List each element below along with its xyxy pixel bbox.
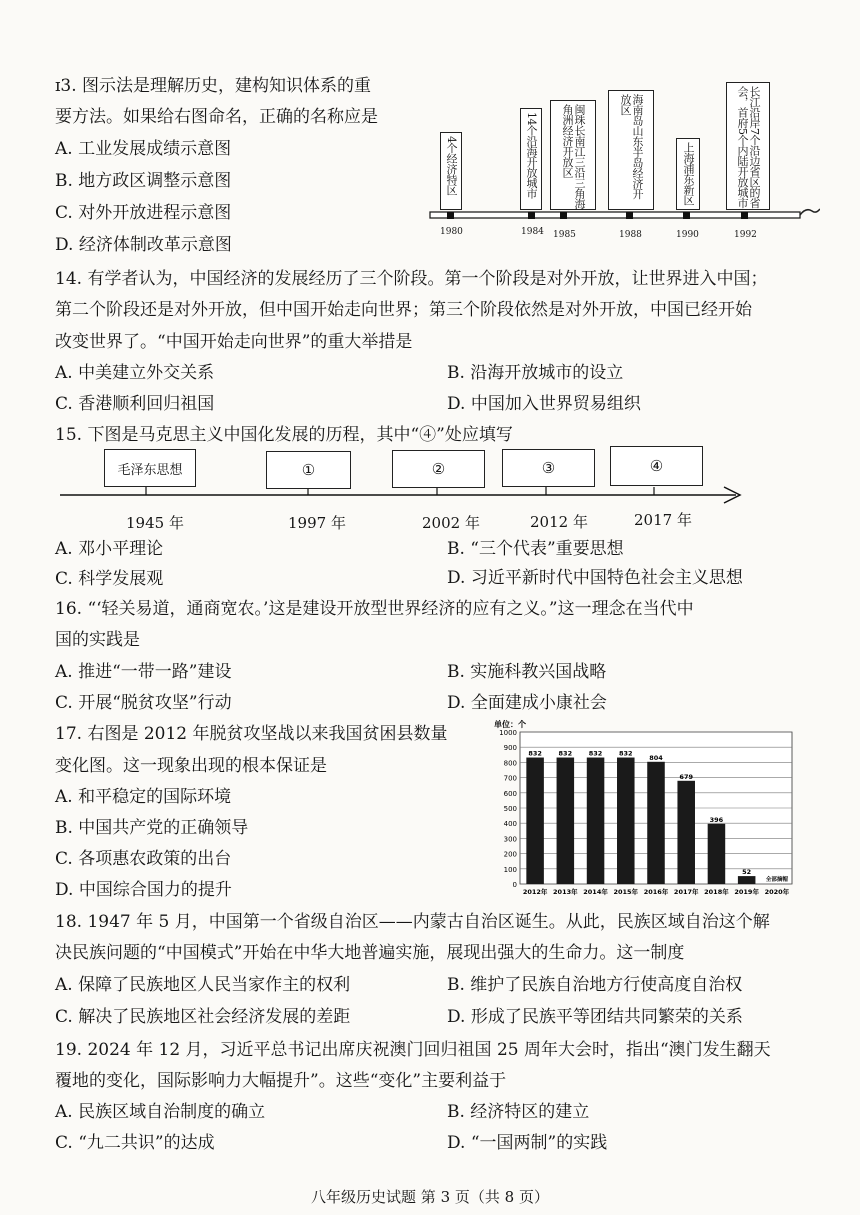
- y-tick-label: 700: [503, 774, 517, 783]
- year-1984: 1984: [521, 227, 544, 237]
- x-tick-label: 2020年: [764, 888, 790, 896]
- marxism-box-2: ②: [392, 450, 485, 488]
- data-label: 679: [679, 772, 694, 781]
- q17-stem-1: 17. 右图是 2012 年脱贫攻坚战以来我国贫困县数量: [55, 724, 448, 744]
- q13-option-a: A. 工业发展成绩示意图: [55, 139, 232, 159]
- q15-option-c: C. 科学发展观: [55, 569, 164, 589]
- q18-option-d: D. 形成了民族平等团结共同繁荣的关系: [447, 1007, 743, 1027]
- q14-option-b: B. 沿海开放城市的设立: [447, 363, 624, 383]
- y-tick-label: 600: [503, 789, 517, 798]
- x-tick-label: 2014年: [583, 888, 608, 896]
- q17-option-b: B. 中国共产党的正确领导: [55, 818, 249, 838]
- poverty-county-chart: [492, 718, 802, 900]
- tick-1980: [447, 212, 454, 219]
- q16-option-d: D. 全面建成小康社会: [447, 693, 607, 713]
- tick-1990: [683, 212, 690, 219]
- y-tick-label: 300: [503, 835, 517, 844]
- q16-stem-2: 国的实践是: [55, 630, 140, 650]
- bar-2018年: [708, 824, 726, 884]
- data-label: 396: [709, 815, 724, 824]
- q14-option-a: A. 中美建立外交关系: [55, 363, 215, 383]
- data-label: 832: [588, 749, 603, 758]
- y-tick-label: 200: [503, 850, 517, 859]
- q13-option-b: B. 地方政区调整示意图: [55, 171, 232, 191]
- q17-option-a: A. 和平稳定的国际环境: [55, 787, 232, 807]
- x-tick-label: 2019年: [734, 888, 759, 896]
- q18-stem-2: 决民族问题的“中国模式”开始在中华大地普遍实施，展现出强大的生命力。这一制度: [55, 943, 685, 963]
- q17-stem-2: 变化图。这一现象出现的根本保证是: [55, 756, 327, 776]
- tick-1985: [560, 212, 567, 219]
- data-label: 832: [528, 749, 542, 758]
- q14-stem-3: 改变世界了。“中国开始走向世界”的重大举措是: [55, 332, 413, 352]
- timeline-box-1980: 4个经济特区: [440, 132, 462, 210]
- x-tick-label: 2018年: [704, 888, 729, 896]
- page-footer: 八年级历史试题 第 3 页（共 8 页）: [311, 1188, 549, 1206]
- timeline-box-1985: 闽珠长南江三沿三角海角洲经济开放区: [550, 100, 596, 210]
- y-tick-label: 0: [512, 881, 517, 889]
- q15-stem-1: 15. 下图是马克思主义中国化发展的历程，其中“④”处应填写: [55, 425, 513, 445]
- tick-1992: [741, 212, 748, 219]
- y-tick-label: 500: [503, 805, 517, 813]
- x-tick-label: 2016年: [643, 888, 669, 896]
- timeline-box-1988: 海南岛山东半岛经济开放区: [608, 90, 654, 210]
- q13-option-d: D. 经济体制改革示意图: [55, 235, 232, 255]
- q16-option-b: B. 实施科教兴国战略: [447, 662, 607, 682]
- marxism-year-2012: 2012 年: [530, 513, 588, 531]
- marxism-box-mao: 毛泽东思想: [104, 449, 196, 487]
- q15-option-d: D. 习近平新时代中国特色社会主义思想: [447, 568, 743, 588]
- data-label: 52: [742, 868, 752, 877]
- q18-option-b: B. 维护了民族自治地方行使高度自治权: [447, 975, 743, 995]
- marxism-year-2017: 2017 年: [634, 511, 692, 529]
- bar-2014年: [587, 758, 605, 884]
- y-tick-label: 400: [503, 820, 517, 829]
- q19-stem-2: 覆地的变化，国际影响力大幅提升”。这些“变化”主要利益于: [55, 1071, 507, 1091]
- data-label: 全部摘帽: [765, 877, 788, 883]
- x-tick-label: 2013年: [553, 888, 578, 896]
- q13-stem-1: ɪ3. 图示法是理解历史，建构知识体系的重: [55, 76, 372, 96]
- y-tick-label: 100: [503, 865, 517, 874]
- bar-2016年: [647, 762, 665, 884]
- q18-stem-1: 18. 1947 年 5 月，中国第一个省级自治区——内蒙古自治区诞生。从此，民族区域自治这个解: [55, 912, 770, 932]
- marxism-box-1: ①: [266, 451, 351, 489]
- q17-option-d: D. 中国综合国力的提升: [55, 880, 232, 900]
- bar-2013年: [557, 758, 575, 884]
- marxism-year-2002: 2002 年: [422, 514, 480, 532]
- year-1985: 1985: [553, 230, 576, 240]
- y-tick-label: 1000: [499, 729, 517, 737]
- bar-2019年: [738, 876, 756, 884]
- chart-unit-label: 单位：个: [494, 720, 526, 729]
- q14-stem-2: 第二个阶段还是对外开放，但中国开始走向世界；第三个阶段依然是对外开放，中国已经开始: [55, 300, 752, 320]
- q13-option-c: C. 对外开放进程示意图: [55, 203, 232, 223]
- q19-option-b: B. 经济特区的建立: [447, 1102, 590, 1122]
- q14-stem-1: 14. 有学者认为，中国经济的发展经历了三个阶段。第一个阶段是对外开放，让世界进入中国；: [55, 269, 768, 289]
- q15-option-a: A. 邓小平理论: [55, 539, 164, 559]
- q18-option-c: C. 解决了民族地区社会经济发展的差距: [55, 1007, 351, 1027]
- opening-up-timeline-figure: [420, 80, 820, 250]
- x-tick-label: 2012年: [522, 888, 548, 896]
- timeline-box-1984: 14个沿海开放城市: [520, 108, 542, 210]
- q13-stem-2: 要方法。如果给右图命名，正确的名称应是: [55, 107, 378, 127]
- q17-option-c: C. 各项惠农政策的出台: [55, 849, 232, 869]
- q15-option-b: B. “三个代表”重要思想: [447, 539, 624, 559]
- bar-2015年: [617, 758, 635, 884]
- x-tick-label: 2015年: [613, 888, 639, 896]
- q16-option-c: C. 开展“脱贫攻坚”行动: [55, 693, 232, 713]
- bar-2012年: [526, 758, 544, 884]
- y-tick-label: 800: [503, 759, 517, 768]
- q19-option-c: C. “九二共识”的达成: [55, 1133, 215, 1153]
- year-1988: 1988: [619, 230, 642, 240]
- q16-option-a: A. 推进“一带一路”建设: [55, 662, 232, 682]
- x-tick-label: 2017年: [673, 888, 699, 896]
- q18-option-a: A. 保障了民族地区人民当家作主的权利: [55, 975, 351, 995]
- marxism-box-3: ③: [502, 449, 595, 487]
- marxism-year-1945: 1945 年: [126, 514, 184, 532]
- timeline-box-1990: 上海浦东新区: [676, 138, 700, 210]
- data-label: 832: [618, 749, 633, 758]
- tick-1984: [528, 212, 535, 219]
- data-label: 832: [558, 749, 573, 758]
- marxism-box-4: ④: [610, 446, 703, 486]
- q19-option-d: D. “一国两制”的实践: [447, 1133, 608, 1153]
- timeline-box-1992: 长江沿岸7个沿边省区的省会，首府5个内陆开放城市: [726, 82, 770, 210]
- year-1990: 1990: [676, 230, 699, 240]
- q19-stem-1: 19. 2024 年 12 月，习近平总书记出席庆祝澳门回归祖国 25 周年大会时，指出“澳门发生翻天: [55, 1040, 771, 1060]
- q14-option-c: C. 香港顺利回归祖国: [55, 394, 215, 414]
- q19-option-a: A. 民族区域自治制度的确立: [55, 1102, 266, 1122]
- q16-stem-1: 16. “‘轻关易道，通商宽农。’这是建设开放型世界经济的应有之义。”这一理念在当代中: [55, 599, 694, 619]
- marxism-year-1997: 1997 年: [288, 514, 346, 532]
- year-1980: 1980: [440, 227, 463, 237]
- y-tick-label: 900: [503, 744, 517, 753]
- q14-option-d: D. 中国加入世界贸易组织: [447, 394, 641, 414]
- data-label: 804: [649, 753, 663, 762]
- bar-2017年: [677, 781, 695, 884]
- tick-1988: [626, 212, 633, 219]
- year-1992: 1992: [734, 230, 757, 240]
